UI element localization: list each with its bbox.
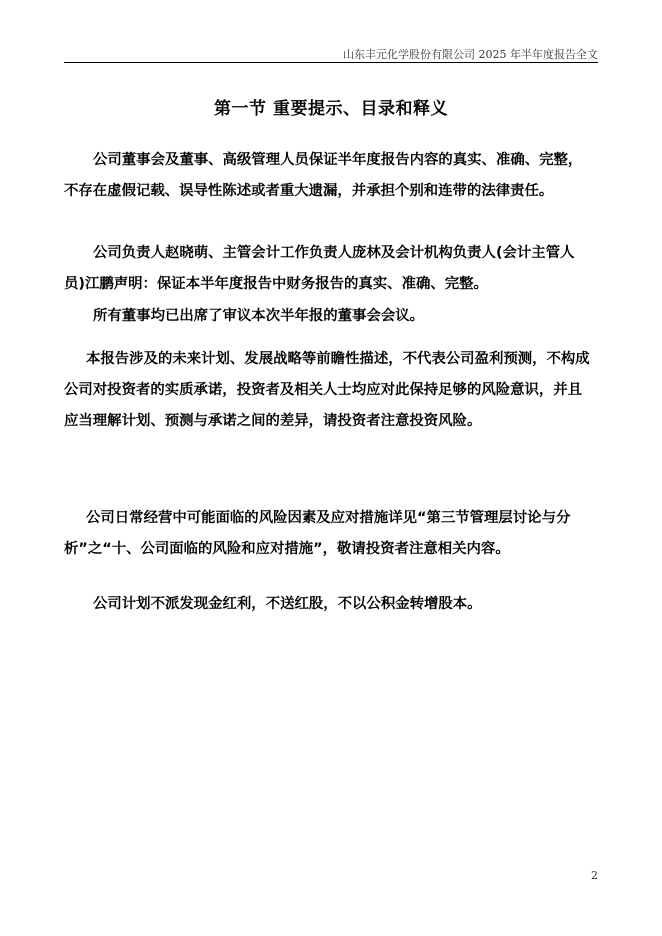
header-rule: [64, 62, 598, 63]
running-header: 山东丰元化学股份有限公司 2025 年半年度报告全文: [343, 48, 598, 61]
dividend-plan-paragraph: 公司计划不派发现金红利，不送红股，不以公积金转增股本。: [93, 596, 482, 612]
risk-factors-paragraph: 公司日常经营中可能面临的风险因素及应对措施详见“第三节管理层讨论与分析”之“十、公司面临的风险和应对措施”，敬请投资者注意相关内容。: [64, 510, 571, 557]
forward-looking-paragraph: 本报告涉及的未来计划、发展战略等前瞻性描述，不代表公司盈利预测，不构成公司对投资者的实质承诺，投资者及相关人士均应对此保持足够的风险意识，并且应当理解计划、预测与承诺之间的差异，请投资者注意投资风险。: [64, 351, 590, 429]
section-title: 第一节 重要提示、目录和释义: [214, 99, 448, 119]
board-guarantee-paragraph: 公司董事会及董事、高级管理人员保证半年度报告内容的真实、准确、完整，不存在虚假记载、误导性陈述或者重大遗漏，并承担个别和连带的法律责任。: [64, 152, 583, 199]
financial-statement-paragraph: 公司负责人赵晓萌、主管会计工作负责人庞林及会计机构负责人(会计主管人员)江鹏声明：保证本半年度报告中财务报告的真实、准确、完整。: [64, 245, 575, 292]
page-number: 2: [591, 869, 598, 882]
attendance-paragraph: 所有董事均已出席了审议本次半年报的董事会会议。: [93, 308, 424, 324]
